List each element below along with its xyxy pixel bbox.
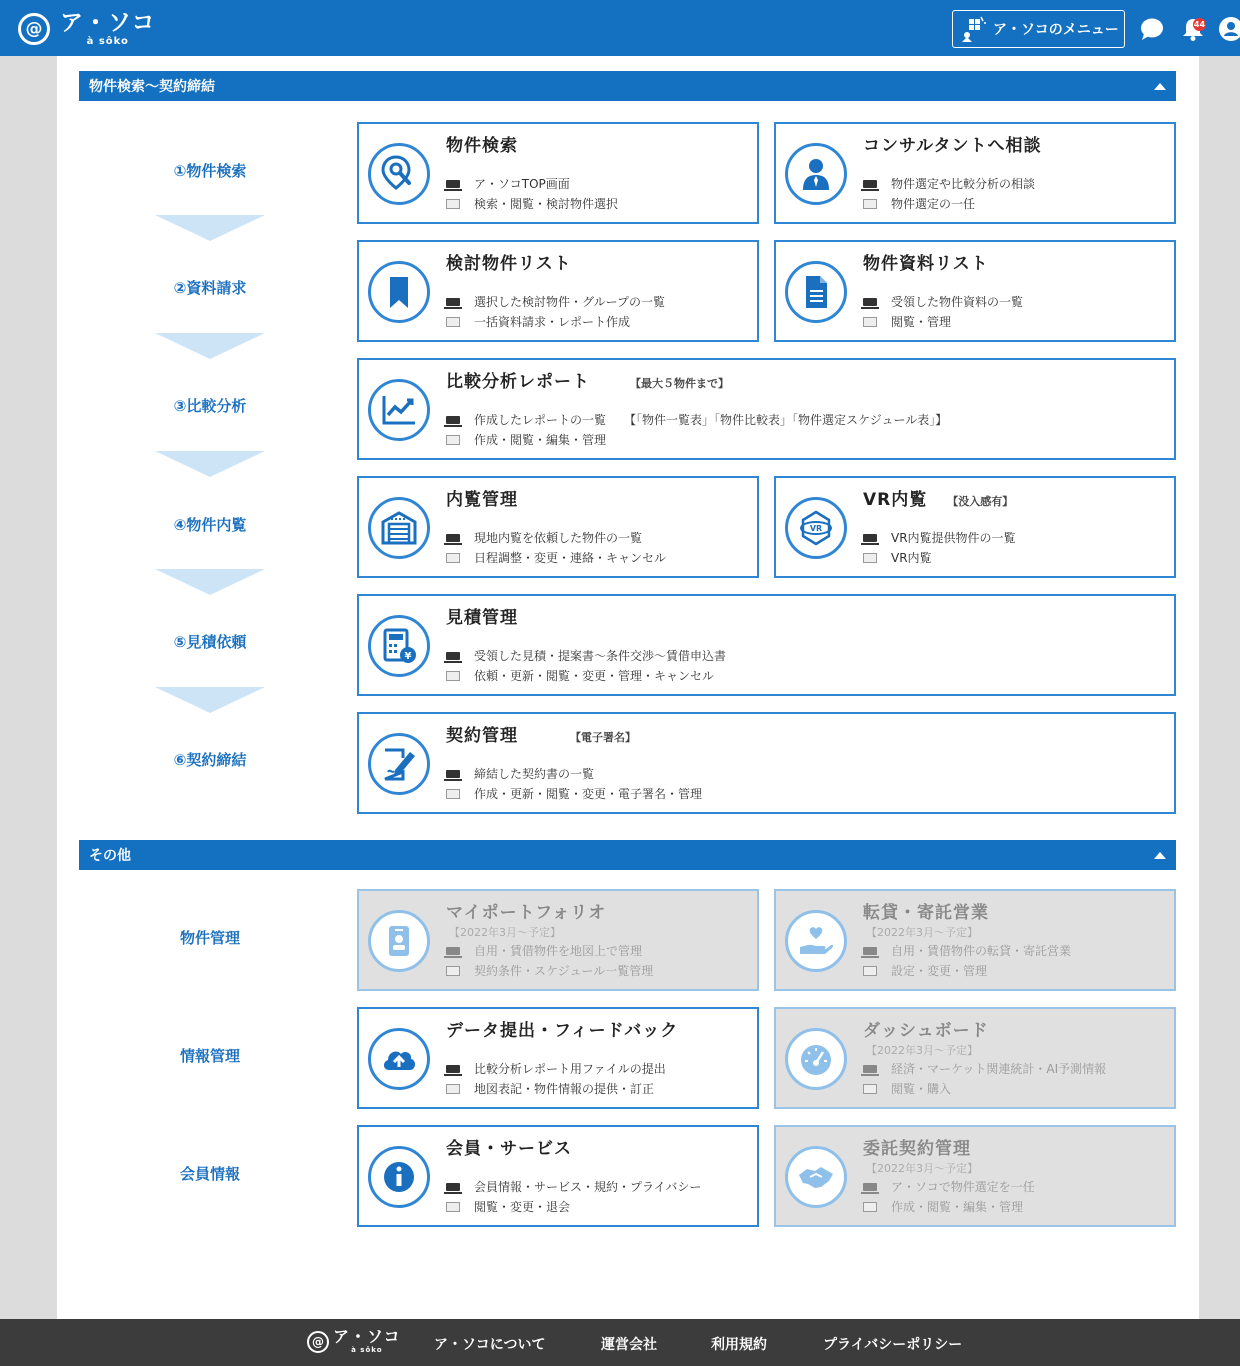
- keyboard-icon: [446, 553, 460, 563]
- step-arrow-icon: [155, 451, 265, 477]
- card-line-text: 比較分析レポート用ファイルの提出: [474, 1062, 666, 1076]
- card-line-kb: [446, 1080, 654, 1097]
- card-line-pc: [863, 293, 1023, 310]
- laptop-icon: [446, 1183, 460, 1191]
- keyboard-icon: [446, 966, 460, 976]
- card-line-text: 一括資料請求・レポート作成: [474, 315, 631, 329]
- card-icon-wrap: [368, 261, 430, 323]
- step-label: ④物件内覧: [173, 516, 247, 534]
- top-header: [0, 0, 1240, 56]
- card-portfolio: [357, 889, 759, 991]
- card-line-text: 自用・賃借物件を地図上で管理: [474, 944, 643, 958]
- laptop-icon: [446, 180, 460, 188]
- keyboard-icon: [446, 1202, 460, 1212]
- keyboard-icon: [446, 1084, 460, 1094]
- card-line-pc: [446, 1060, 666, 1077]
- card-icon-wrap: [368, 497, 430, 559]
- chat-icon[interactable]: [1139, 16, 1165, 42]
- keyboard-icon: [863, 199, 877, 209]
- card-sublease: [774, 889, 1176, 991]
- user-account-icon[interactable]: [1218, 16, 1240, 42]
- card-line-pc: [446, 411, 947, 428]
- bookmark-icon: [379, 272, 419, 312]
- footer-link-about[interactable]: ア・ソコについて: [434, 1337, 546, 1353]
- keyboard-icon: [863, 966, 877, 976]
- card-line-text: 作成したレポートの一覧: [474, 413, 607, 427]
- card-line-extra: 【「物件一覧表」「物件比較表」「物件選定スケジュール表」】: [624, 413, 948, 427]
- chart-icon: [379, 390, 419, 430]
- card-line-text: 経済・マーケット関連統計・AI予測情報: [891, 1062, 1107, 1076]
- card-line-pc: [446, 765, 594, 782]
- card-line-text: 会員情報・サービス・規約・プライバシー: [474, 1180, 702, 1194]
- category-label: 情報管理: [179, 1047, 240, 1065]
- heart-hand-icon: [796, 921, 836, 961]
- laptop-icon: [863, 947, 877, 955]
- card-title: 見積管理: [446, 608, 518, 628]
- step-label: ①物件検索: [173, 162, 247, 180]
- card-line-text: ア・ソコTOP画面: [474, 177, 570, 191]
- collapse-triangle-icon[interactable]: [1154, 852, 1166, 859]
- card-viewing-management[interactable]: [357, 476, 759, 578]
- card-icon-wrap: [368, 379, 430, 441]
- svg-text:VR: VR: [809, 524, 823, 533]
- vr-icon: [796, 508, 836, 548]
- card-line-text: 日程調整・変更・連絡・キャンセル: [474, 551, 667, 565]
- logo-at-mark: @: [307, 1331, 329, 1353]
- step-label: ⑤見積依頼: [173, 633, 247, 651]
- laptop-icon: [863, 1183, 877, 1191]
- card-icon-wrap: [368, 910, 430, 972]
- keyboard-icon: [446, 317, 460, 327]
- card-line-text: ア・ソコで物件選定を一任: [891, 1180, 1035, 1194]
- section-bar-other[interactable]: [79, 840, 1176, 870]
- search-location-icon: [379, 154, 419, 194]
- keyboard-icon: [863, 317, 877, 327]
- card-title: 転貸・寄託営業: [863, 903, 989, 923]
- laptop-icon: [863, 298, 877, 306]
- laptop-icon: [446, 770, 460, 778]
- card-line-pc: [446, 1178, 701, 1195]
- card-line-text: VR内覧提供物件の一覧: [891, 531, 1016, 545]
- card-member-service[interactable]: [357, 1125, 759, 1227]
- svg-text:¥: ¥: [404, 651, 412, 662]
- card-line-kb: [446, 1198, 570, 1215]
- card-consultant[interactable]: [774, 122, 1176, 224]
- laptop-icon: [446, 534, 460, 542]
- card-vr-viewing[interactable]: [774, 476, 1176, 578]
- card-title: 内覧管理: [446, 490, 518, 510]
- keyboard-icon: [863, 1202, 877, 1212]
- laptop-icon: [446, 947, 460, 955]
- card-title: [446, 721, 636, 746]
- card-line-text: 作成・閲覧・編集・管理: [474, 433, 607, 447]
- card-line-kb: [863, 1080, 951, 1097]
- card-line-text: 作成・更新・閲覧・変更・電子署名・管理: [474, 787, 703, 801]
- card-data-submission[interactable]: [357, 1007, 759, 1109]
- card-schedule-note: 【2022年3月～予定】: [866, 1162, 978, 1175]
- card-line-pc: [446, 942, 642, 959]
- card-line-text: 地図表記・物件情報の提供・訂正: [474, 1082, 655, 1096]
- card-line-kb: [446, 313, 630, 330]
- laptop-icon: [863, 180, 877, 188]
- card-line-kb: [863, 313, 951, 330]
- card-line-kb: [446, 195, 618, 212]
- sign-document-icon: [379, 744, 419, 784]
- step-label: ③比較分析: [173, 397, 247, 415]
- section-title: 物件検索～契約締結: [89, 79, 215, 95]
- card-line-kb: [863, 549, 932, 566]
- keyboard-icon: [863, 553, 877, 563]
- card-title: 委託契約管理: [863, 1139, 971, 1159]
- card-icon-wrap: [368, 1028, 430, 1090]
- warehouse-icon: [379, 508, 419, 548]
- laptop-icon: [863, 534, 877, 542]
- card-schedule-note: 【2022年3月～予定】: [866, 1044, 978, 1057]
- card-tag: 【電子署名】: [570, 731, 636, 744]
- keyboard-icon: [446, 435, 460, 445]
- step-label: ②資料請求: [173, 279, 247, 297]
- step-arrow-icon: [155, 569, 265, 595]
- card-tag: 【最大５物件まで】: [630, 377, 729, 390]
- card-line-kb: [863, 962, 987, 979]
- card-icon-wrap: [785, 261, 847, 323]
- card-icon-wrap: [368, 733, 430, 795]
- card-title: [446, 367, 729, 392]
- step-label: ⑥契約締結: [173, 751, 247, 769]
- info-icon: [379, 1157, 419, 1197]
- card-icon-wrap: [785, 910, 847, 972]
- card-schedule-note: 【2022年3月～予定】: [449, 926, 561, 939]
- card-title: 会員・サービス: [446, 1139, 572, 1159]
- card-line-pc: [863, 942, 1071, 959]
- card-estimate-management[interactable]: [357, 594, 1176, 696]
- portfolio-icon: [379, 921, 419, 961]
- card-property-search[interactable]: [357, 122, 759, 224]
- laptop-icon: [446, 298, 460, 306]
- step-arrow-icon: [155, 687, 265, 713]
- card-title-text: VR内覧: [863, 490, 928, 510]
- card-line-pc: [446, 293, 665, 310]
- card-line-text: 自用・賃借物件の転貸・寄託営業: [891, 944, 1072, 958]
- footer-link-company[interactable]: 運営会社: [601, 1337, 657, 1353]
- card-line-text: 物件選定の一任: [891, 197, 976, 211]
- main-panel: [57, 56, 1199, 1319]
- laptop-icon: [863, 1065, 877, 1073]
- card-line-text: 受領した物件資料の一覧: [891, 295, 1024, 309]
- card-title: コンサルタントへ相談: [863, 136, 1042, 156]
- card-icon-wrap: [785, 497, 847, 559]
- consultant-icon: [796, 154, 836, 194]
- site-logo[interactable]: [18, 9, 156, 49]
- card-title: データ提出・フィードバック: [446, 1021, 679, 1041]
- step-arrow-icon: [155, 333, 265, 359]
- card-line-pc: [863, 1060, 1106, 1077]
- keyboard-icon: [446, 789, 460, 799]
- card-icon-wrap: [368, 143, 430, 205]
- card-title: 物件検索: [446, 136, 518, 156]
- card-line-text: 閲覧・購入: [891, 1082, 952, 1096]
- card-review-list[interactable]: [357, 240, 759, 342]
- cloud-upload-icon: [379, 1039, 419, 1079]
- card-line-pc: [863, 1178, 1035, 1195]
- card-comparison-report[interactable]: [357, 358, 1176, 460]
- menu-button[interactable]: [952, 10, 1125, 48]
- card-icon-wrap: [785, 1146, 847, 1208]
- card-line-text: 閲覧・変更・退会: [474, 1200, 571, 1214]
- card-icon-wrap: [368, 615, 430, 677]
- footer-link-privacy[interactable]: プライバシーポリシー: [823, 1337, 963, 1353]
- card-contract-management[interactable]: [357, 712, 1176, 814]
- card-line-pc: [446, 529, 642, 546]
- card-line-kb: [446, 785, 702, 802]
- card-icon-wrap: [785, 143, 847, 205]
- card-line-kb: [863, 1198, 1023, 1215]
- card-line-pc: [446, 647, 726, 664]
- card-line-kb: [863, 195, 975, 212]
- card-title-text: 契約管理: [446, 726, 518, 746]
- footer-logo-sub: à sôko: [351, 1346, 383, 1354]
- footer-logo-main: ア・ソコ: [333, 1327, 401, 1346]
- card-title: 検討物件リスト: [446, 254, 572, 274]
- dashboard-gauge-icon: [796, 1039, 836, 1079]
- card-line-text: 依頼・更新・閲覧・変更・管理・キャンセル: [474, 669, 715, 683]
- card-line-text: 物件選定や比較分析の相談: [891, 177, 1036, 191]
- card-title-text: 比較分析レポート: [446, 372, 590, 392]
- section-title: その他: [89, 848, 131, 864]
- card-line-text: 設定・変更・管理: [891, 964, 988, 978]
- card-line-text: 検索・閲覧・検討物件選択: [474, 197, 619, 211]
- keyboard-icon: [446, 199, 460, 209]
- collapse-triangle-icon[interactable]: [1154, 83, 1166, 90]
- laptop-icon: [446, 416, 460, 424]
- card-title: 物件資料リスト: [863, 254, 989, 274]
- card-line-text: 作成・閲覧・編集・管理: [891, 1200, 1024, 1214]
- card-schedule-note: 【2022年3月～予定】: [866, 926, 978, 939]
- logo-main-text: ア・ソコ: [60, 9, 156, 36]
- logo-sub-text: à sôko: [86, 35, 129, 47]
- card-document-list[interactable]: [774, 240, 1176, 342]
- step-arrow-icon: [155, 215, 265, 241]
- card-line-pc: [446, 175, 570, 192]
- laptop-icon: [446, 652, 460, 660]
- keyboard-icon: [446, 671, 460, 681]
- card-entrust-contract: [774, 1125, 1176, 1227]
- card-icon-wrap: [785, 1028, 847, 1090]
- laptop-icon: [446, 1065, 460, 1073]
- menu-button-label: ア・ソコのメニュー: [993, 22, 1119, 38]
- handshake-icon: [796, 1157, 836, 1197]
- calculator-yen-icon: [379, 626, 419, 666]
- footer-link-terms[interactable]: 利用規約: [711, 1337, 767, 1353]
- section-bar-contract-flow[interactable]: [79, 71, 1176, 101]
- footer: [0, 1319, 1240, 1366]
- card-line-text: 現地内覧を依頼した物件の一覧: [474, 531, 643, 545]
- category-label: 会員情報: [179, 1165, 240, 1183]
- card-line-text: 締結した契約書の一覧: [474, 767, 595, 781]
- card-line-kb: [446, 431, 606, 448]
- menu-grid-icon: [959, 15, 987, 43]
- card-line-kb: [446, 549, 666, 566]
- card-line-text: 選択した検討物件・グループの一覧: [474, 295, 666, 309]
- category-label: 物件管理: [179, 929, 240, 947]
- card-title: ダッシュボード: [863, 1021, 989, 1041]
- card-line-text: 契約条件・スケジュール一覧管理: [474, 964, 654, 978]
- card-icon-wrap: [368, 1146, 430, 1208]
- notification-badge: 44: [1193, 20, 1206, 29]
- footer-logo[interactable]: [307, 1329, 401, 1354]
- card-line-text: 閲覧・管理: [891, 315, 952, 329]
- card-dashboard: [774, 1007, 1176, 1109]
- card-tag: 【没入感有】: [947, 495, 1014, 508]
- card-line-text: 受領した見積・提案書～条件交渉～賃借申込書: [474, 649, 727, 663]
- card-line-pc: [863, 175, 1035, 192]
- keyboard-icon: [863, 1084, 877, 1094]
- card-title: マイポートフォリオ: [446, 903, 607, 923]
- card-line-pc: [863, 529, 1016, 546]
- card-line-kb: [446, 962, 653, 979]
- card-line-text: VR内覧: [891, 551, 932, 565]
- card-title: [863, 485, 1013, 510]
- logo-at-mark: @: [18, 13, 50, 45]
- card-line-kb: [446, 667, 714, 684]
- document-icon: [796, 272, 836, 312]
